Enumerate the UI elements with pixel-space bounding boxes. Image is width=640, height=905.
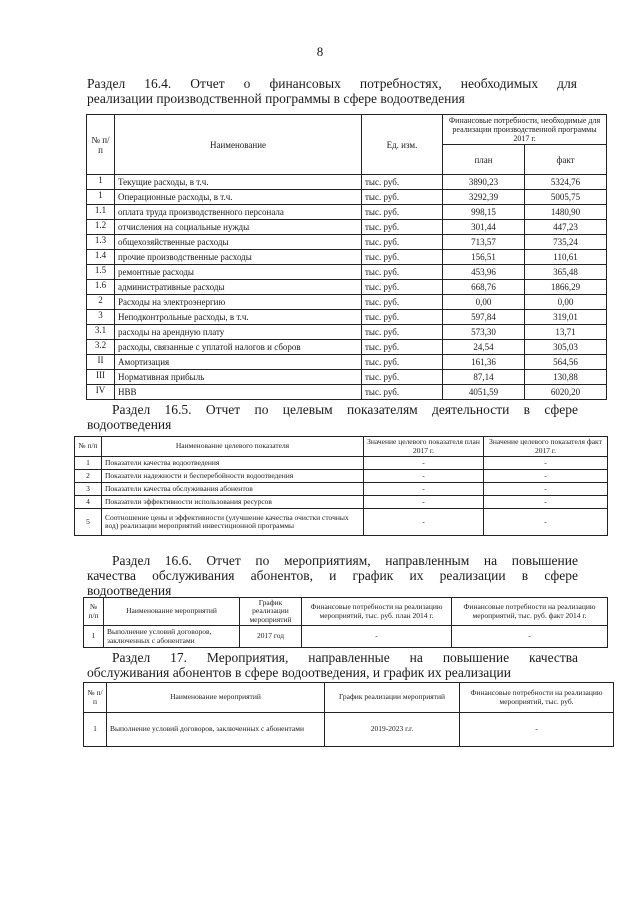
table-row <box>75 457 608 470</box>
cell-name: Текущие расходы, в т.ч. <box>115 175 362 190</box>
col-header-plan: план <box>443 145 525 175</box>
page-number: 8 <box>316 44 324 59</box>
cell-name: административные расходы <box>115 280 362 295</box>
table-row <box>87 235 607 250</box>
cell-fact: - <box>452 626 608 648</box>
cell-plan: - <box>302 626 452 648</box>
cell-unit: тыс. руб. <box>362 205 443 220</box>
table-row <box>87 370 607 385</box>
cell-fact: 6020,20 <box>525 385 607 400</box>
table-row <box>75 470 608 483</box>
cell-plan: - <box>364 457 484 470</box>
heading-line: водоотведения <box>87 583 172 598</box>
cell-fact: 735,24 <box>525 235 607 250</box>
cell-fact: 1866,29 <box>525 280 607 295</box>
table-row <box>87 265 607 280</box>
cell-unit: тыс. руб. <box>362 250 443 265</box>
cell-name: Показатели качества водоотведения <box>102 457 364 470</box>
cell-no: 5 <box>75 509 102 536</box>
cell-name: ремонтные расходы <box>115 265 362 280</box>
table-row <box>75 496 608 509</box>
col-header-fin: Финансовые потребности, необходимые для реализации производственной программы 2017 г. <box>443 115 607 145</box>
cell-plan: 161,36 <box>443 355 525 370</box>
cell-no: 1 <box>87 190 115 205</box>
cell-plan: 713,57 <box>443 235 525 250</box>
col-header-schedule: График реализации мероприятий <box>240 598 302 626</box>
cell-name: Расходы на электроэнергию <box>115 295 362 310</box>
heading-line: Раздел 16.6. Отчет по мероприятиям, направленным на повышение <box>112 553 578 568</box>
cell-plan: 4051,59 <box>443 385 525 400</box>
cell-fact: 564,56 <box>525 355 607 370</box>
table-row <box>75 509 608 536</box>
table-row <box>84 713 614 747</box>
cell-fact: - <box>484 483 608 496</box>
cell-name: Нормативная прибыль <box>115 370 362 385</box>
table-row <box>87 175 607 190</box>
table-row <box>87 220 607 235</box>
cell-name: общехозяйственные расходы <box>115 235 362 250</box>
col-header-fin: Финансовые потребности на реализацию мероприятий, тыс. руб. <box>460 683 614 713</box>
table-row <box>75 483 608 496</box>
cell-no: 4 <box>75 496 102 509</box>
col-header-unit: Ед. изм. <box>362 115 443 175</box>
heading-line: обслуживания абонентов в сфере водоотведения, и график их реализации <box>87 665 511 680</box>
cell-plan: 668,76 <box>443 280 525 295</box>
col-header-no: № п/п <box>84 598 104 626</box>
cell-unit: тыс. руб. <box>362 370 443 385</box>
cell-plan: 998,15 <box>443 205 525 220</box>
cell-name: Операционные расходы, в т.ч. <box>115 190 362 205</box>
cell-name: расходы на арендную плату <box>115 325 362 340</box>
col-header-plan: Значение целевого показателя план 2017 г. <box>364 437 484 457</box>
cell-no: 1 <box>75 457 102 470</box>
cell-fact: - <box>484 496 608 509</box>
cell-unit: тыс. руб. <box>362 340 443 355</box>
cell-fact: - <box>484 509 608 536</box>
cell-no: 1.3 <box>87 235 115 250</box>
measures-plan-table <box>83 682 614 747</box>
cell-unit: тыс. руб. <box>362 235 443 250</box>
cell-unit: тыс. руб. <box>362 280 443 295</box>
cell-fact: 365,48 <box>525 265 607 280</box>
table-row <box>87 385 607 400</box>
table-row <box>87 205 607 220</box>
cell-name: расходы, связанные с уплатой налогов и сборов <box>115 340 362 355</box>
cell-fact: 5005,75 <box>525 190 607 205</box>
cell-no: 1 <box>87 175 115 190</box>
heading-line: Раздел 16.4. Отчет о финансовых потребностях, необходимых для <box>87 76 577 91</box>
col-header-no: № п/п <box>84 683 107 713</box>
cell-plan: - <box>364 496 484 509</box>
heading-line: водоотведения <box>87 417 172 432</box>
cell-unit: тыс. руб. <box>362 265 443 280</box>
cell-name: НВВ <box>115 385 362 400</box>
cell-unit: тыс. руб. <box>362 385 443 400</box>
target-indicators-table <box>74 436 608 536</box>
cell-no: 1.4 <box>87 250 115 265</box>
cell-unit: тыс. руб. <box>362 175 443 190</box>
cell-plan: - <box>364 470 484 483</box>
cell-unit: тыс. руб. <box>362 295 443 310</box>
heading-line: Раздел 17. Мероприятия, направленные на повышение качества <box>112 650 578 665</box>
cell-fact: 447,23 <box>525 220 607 235</box>
cell-fact: - <box>484 457 608 470</box>
financial-needs-table <box>86 114 607 400</box>
cell-no: 3 <box>75 483 102 496</box>
cell-no: 1.1 <box>87 205 115 220</box>
cell-unit: тыс. руб. <box>362 220 443 235</box>
cell-no: 3.1 <box>87 325 115 340</box>
table-row <box>87 190 607 205</box>
measures-report-table <box>83 597 608 648</box>
cell-name: Выполнение условий договоров, заключенных с абонентами <box>107 713 325 747</box>
cell-fact: 110,61 <box>525 250 607 265</box>
cell-unit: тыс. руб. <box>362 190 443 205</box>
table-row <box>87 250 607 265</box>
cell-plan: 0,00 <box>443 295 525 310</box>
section-17-heading <box>112 650 578 665</box>
col-header-name: Наименование мероприятий <box>104 598 240 626</box>
col-header-fact: Финансовые потребности на реализацию мероприятий, тыс. руб. факт 2014 г. <box>452 598 608 626</box>
cell-plan: 24,54 <box>443 340 525 355</box>
col-header-name: Наименование целевого показателя <box>102 437 364 457</box>
section-16-5-heading <box>112 402 578 417</box>
col-header-name: Наименование мероприятий <box>107 683 325 713</box>
cell-plan: - <box>364 509 484 536</box>
table-row <box>87 340 607 355</box>
col-header-fact: Значение целевого показателя факт 2017 г. <box>484 437 608 457</box>
heading-line: реализации производственной программы в сфере водоотведения <box>87 91 465 106</box>
cell-name: Показатели эффективности использования ресурсов <box>102 496 364 509</box>
cell-fact: 0,00 <box>525 295 607 310</box>
cell-no: 1 <box>84 626 104 648</box>
cell-fact: 305,03 <box>525 340 607 355</box>
col-header-schedule: График реализации мероприятий <box>325 683 460 713</box>
col-header-no: № п/п <box>75 437 102 457</box>
cell-no: 2 <box>75 470 102 483</box>
cell-name: Выполнение условий договоров, заключенных с абонентами <box>104 626 240 648</box>
section-16-6-heading <box>112 553 578 568</box>
cell-plan: 301,44 <box>443 220 525 235</box>
cell-name: прочие производственные расходы <box>115 250 362 265</box>
cell-fact: 13,71 <box>525 325 607 340</box>
cell-name: Показатели надежности и бесперебойности водоотведения <box>102 470 364 483</box>
cell-plan: 87,14 <box>443 370 525 385</box>
table-row <box>87 355 607 370</box>
heading-line: Раздел 16.5. Отчет по целевым показателям деятельности в сфере <box>112 402 578 417</box>
cell-no: IV <box>87 385 115 400</box>
cell-unit: тыс. руб. <box>362 355 443 370</box>
cell-name: оплата труда производственного персонала <box>115 205 362 220</box>
section-16-4-heading <box>87 76 577 106</box>
cell-name: Показатели качества обслуживания абонентов <box>102 483 364 496</box>
col-header-name: Наименование <box>115 115 362 175</box>
col-header-plan: Финансовые потребности на реализацию мероприятий, тыс. руб. план 2014 г. <box>302 598 452 626</box>
cell-plan: 453,96 <box>443 265 525 280</box>
cell-fin: - <box>460 713 614 747</box>
cell-schedule: 2019-2023 г.г. <box>325 713 460 747</box>
cell-no: 3.2 <box>87 340 115 355</box>
table-row <box>87 295 607 310</box>
cell-unit: тыс. руб. <box>362 325 443 340</box>
cell-no: 1 <box>84 713 107 747</box>
table-row <box>87 310 607 325</box>
cell-name: отчисления на социальные нужды <box>115 220 362 235</box>
cell-fact: 5324,76 <box>525 175 607 190</box>
cell-plan: 3292,39 <box>443 190 525 205</box>
cell-plan: 573,30 <box>443 325 525 340</box>
table-row <box>87 325 607 340</box>
cell-fact: 319,01 <box>525 310 607 325</box>
col-header-no: № п/п <box>87 115 115 175</box>
cell-no: 2 <box>87 295 115 310</box>
cell-no: 3 <box>87 310 115 325</box>
table-row <box>87 280 607 295</box>
cell-no: 1.6 <box>87 280 115 295</box>
heading-line-2 <box>87 568 578 583</box>
cell-fact: 130,88 <box>525 370 607 385</box>
cell-fact: - <box>484 470 608 483</box>
cell-schedule: 2017 год <box>240 626 302 648</box>
cell-plan: - <box>364 483 484 496</box>
cell-name: Неподконтрольные расходы, в т.ч. <box>115 310 362 325</box>
cell-name: Соотношение цены и эффективности (улучшение качества очистки сточных вод) реализации мероприятий инвестиционной программы <box>102 509 364 536</box>
cell-name: Амортизация <box>115 355 362 370</box>
cell-no: 1.2 <box>87 220 115 235</box>
cell-plan: 3890,23 <box>443 175 525 190</box>
col-header-fact: факт <box>525 145 607 175</box>
heading-line: качества обслуживания абонентов, и график их реализации в сфере <box>87 568 578 583</box>
cell-plan: 156,51 <box>443 250 525 265</box>
cell-no: II <box>87 355 115 370</box>
table-row <box>84 626 608 648</box>
cell-no: 1.5 <box>87 265 115 280</box>
cell-no: III <box>87 370 115 385</box>
cell-plan: 597,84 <box>443 310 525 325</box>
cell-fact: 1480,90 <box>525 205 607 220</box>
cell-unit: тыс. руб. <box>362 310 443 325</box>
